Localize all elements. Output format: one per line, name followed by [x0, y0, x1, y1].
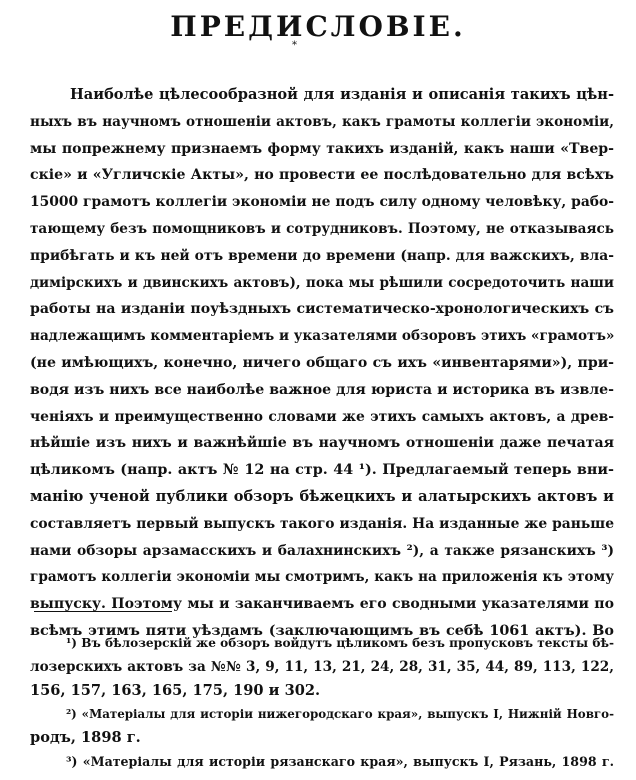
page-title: ПРЕДИСЛОВІЕ. [170, 10, 466, 43]
body-line: выпуску. Поэтому мы и заканчиваемъ его сводными указателями по [30, 596, 614, 613]
body-line: (не имѣющихъ, конечно, ничего общаго съ ихъ «инвентарями»), при- [30, 354, 614, 371]
footnote-line: родъ, 1898 г. [30, 729, 141, 746]
body-line: надлежащимъ комментаріемъ и указателями обзоровъ этихъ «грамотъ» [30, 328, 614, 345]
body-line: прибѣгать и къ ней отъ времени до времени (напр. для важскихъ, вла- [30, 247, 614, 264]
footnote-divider [34, 611, 172, 612]
body-line: ныхъ въ научномъ отношеніи актовъ, какъ грамоты коллегіи экономіи, [30, 113, 614, 130]
footnote-line: ³) «Матеріалы для исторіи рязанскаго края», выпускъ І, Рязань, 1898 г. [66, 753, 614, 769]
ornament: * [292, 40, 297, 51]
footnote-line: лозерскихъ актовъ за №№ 3, 9, 11, 13, 21, 24, 28, 31, 35, 44, 89, 113, 122, [30, 658, 614, 675]
footnote-line: ¹) Въ бѣлозерскій же обзоръ войдутъ цѣликомъ безъ пропусковъ тексты бѣ- [66, 636, 614, 650]
body-line: мы попрежнему признаемъ форму такихъ изданій, какъ наши «Твер- [30, 140, 614, 157]
body-line: ченіяхъ и преимущественно словами же этихъ самыхъ актовъ, а древ- [30, 408, 614, 425]
body-line: Наиболѣе цѣлесообразной для изданія и описанія такихъ цѣн- [70, 86, 614, 103]
body-line: 15000 грамотъ коллегіи экономіи не подъ силу одному человѣку, рабо- [30, 194, 614, 211]
body-line: скіе» и «Угличскіе Акты», но провести ее послѣдовательно для всѣхъ [30, 167, 614, 184]
body-text [30, 82, 614, 645]
footnote-line: 156, 157, 163, 165, 175, 190 и 302. [30, 682, 321, 699]
body-line: водя изъ нихъ все наиболѣе важное для юриста и историка въ извле- [30, 381, 614, 398]
body-line: всѣмъ этимъ пяти уѣздамъ (заключающимъ въ себѣ 1061 актъ). Во [30, 622, 614, 639]
footnote-line: ²) «Матеріалы для исторіи нижегородскаго края», выпускъ І, Нижній Новго- [66, 706, 614, 721]
body-line: грамотъ коллегіи экономіи мы смотримъ, какъ на приложенія къ этому [30, 569, 614, 586]
body-line: работы на изданіи поуѣздныхъ систематическо-хронологическихъ съ [30, 301, 614, 318]
body-line: нами обзоры арзамасскихъ и балахнинскихъ ²), а также рязанскихъ ³) [30, 542, 614, 559]
body-line: цѣликомъ (напр. актъ № 12 на стр. 44 ¹). Предлагаемый теперь вни- [30, 462, 614, 479]
body-line: тающему безъ помощниковъ и сотрудниковъ. Поэтому, не отказываясь [30, 220, 614, 237]
body-line: димірскихъ и двинскихъ актовъ), пока мы рѣшили сосредоточить наши [30, 274, 614, 291]
footnotes [30, 632, 614, 773]
body-line: нѣйшіе изъ нихъ и важнѣйшіе въ научномъ отношеніи даже печатая [30, 435, 614, 452]
body-line: манію ученой публики обзоръ бѣжецкихъ и алатырскихъ актовъ и [30, 487, 614, 505]
body-line: составляетъ первый выпускъ такого изданія. На изданные же раньше [30, 515, 614, 532]
